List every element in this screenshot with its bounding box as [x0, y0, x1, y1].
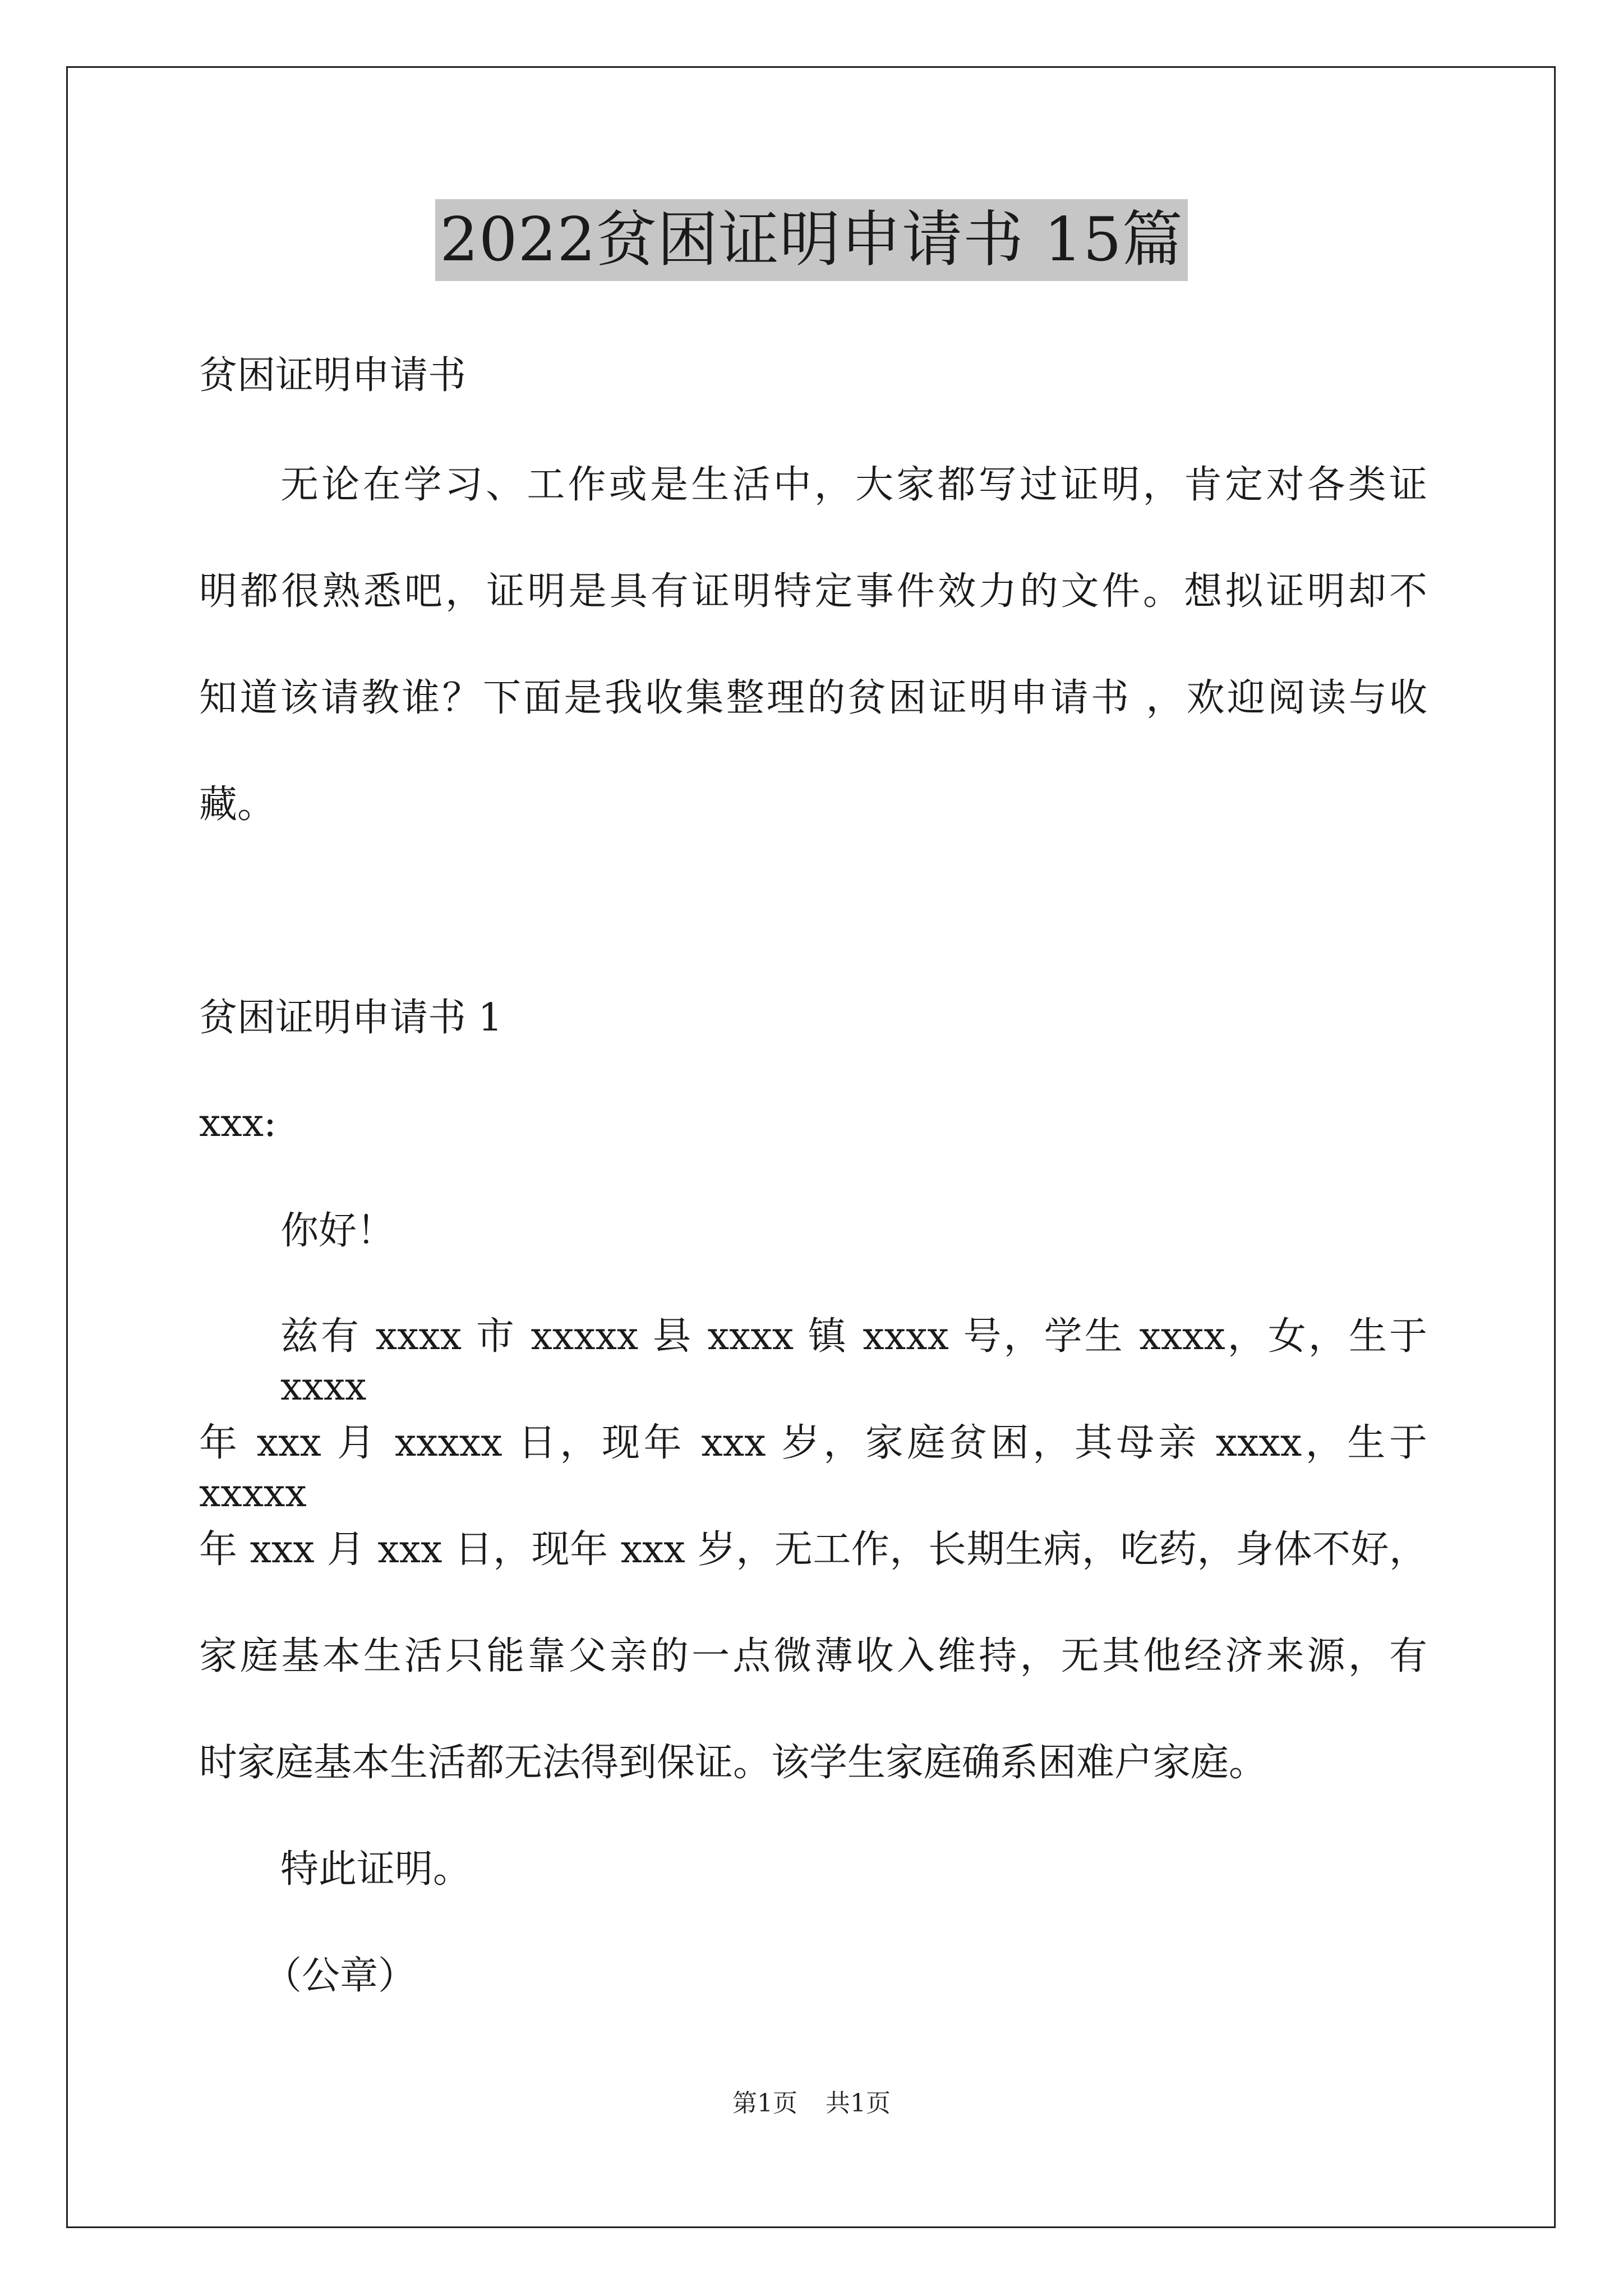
section1-salutation: xxx: — [199, 1101, 276, 1145]
section1-seal: （公章） — [264, 1954, 417, 1998]
document-title: 2022贫困证明申请书 15篇 — [435, 199, 1188, 281]
footer-page-total: 共1页 — [826, 2089, 891, 2118]
intro-line-3: 知道该请教谁？下面是我收集整理的贫困证明申请书 ，欢迎阅读与收 — [199, 676, 1427, 720]
section1-body-line-3: 年 xxx 月 xxx 日，现年 xxx 岁，无工作，长期生病，吃药，身体不好， — [199, 1527, 1427, 1572]
footer-page-current: 第1页 — [732, 2089, 797, 2118]
intro-heading: 贫困证明申请书 — [199, 353, 467, 398]
section1-greeting: 你好！ — [280, 1209, 395, 1253]
intro-line-1: 无论在学习、工作或是生活中，大家都写过证明，肯定对各类证 — [280, 463, 1427, 507]
intro-line-2: 明都很熟悉吧，证明是具有证明特定事件效力的文件。想拟证明却不 — [199, 569, 1427, 614]
section1-body-line-4: 家庭基本生活只能靠父亲的一点微薄收入维持，无其他经济来源，有 — [199, 1634, 1427, 1678]
intro-line-4: 藏。 — [199, 783, 276, 827]
section1-body-line-1: 兹有 xxxx 市 xxxxx 县 xxxx 镇 xxxx 号，学生 xxxx，女，生于 xxxx — [280, 1314, 1427, 1409]
section1-body-line-5: 时家庭基本生活都无法得到保证。该学生家庭确系困难户家庭。 — [199, 1741, 1267, 1785]
page-footer — [0, 2087, 1623, 2120]
section1-body-line-2: 年 xxx 月 xxxxx 日，现年 xxx 岁，家庭贫困，其母亲 xxxx，生于 xxxxx — [199, 1421, 1427, 1516]
title-wrap — [0, 199, 1623, 281]
section1-closing: 特此证明。 — [280, 1847, 472, 1892]
section1-heading: 贫困证明申请书 1 — [199, 996, 502, 1040]
